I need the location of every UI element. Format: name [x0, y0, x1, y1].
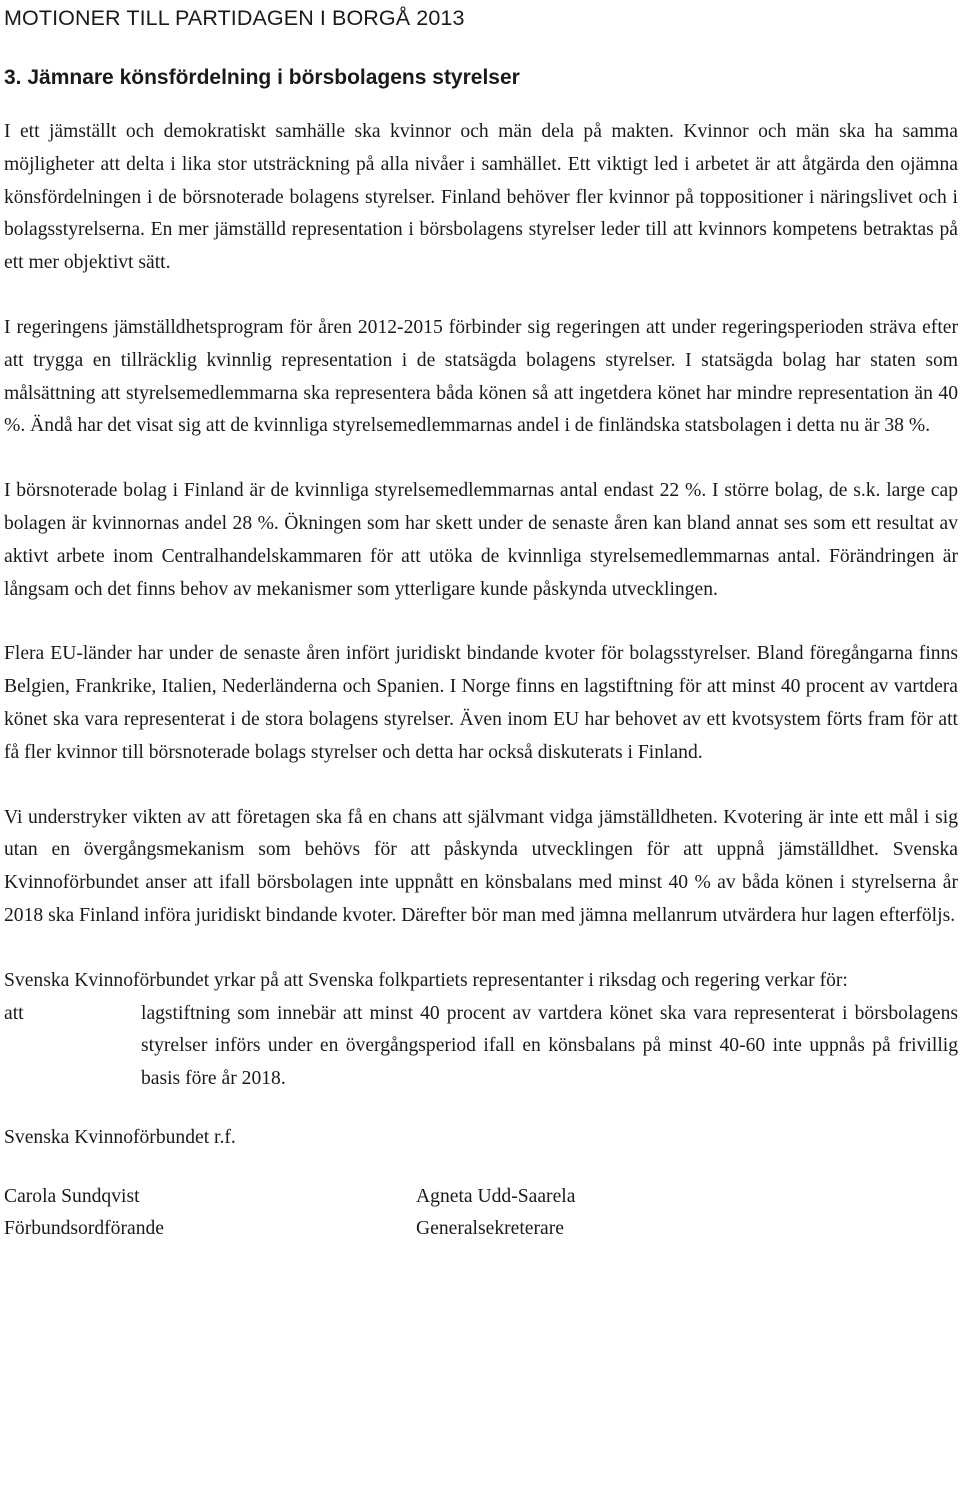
- demand-item: [4, 998, 958, 1096]
- demand-label: att: [4, 1002, 24, 1024]
- signatory-name: Carola Sundqvist: [4, 1185, 140, 1207]
- signatory-name: Agneta Udd-Saarela: [416, 1185, 576, 1207]
- organization-signoff: Svenska Kvinnoförbundet r.f.: [4, 1126, 236, 1148]
- document-header: MOTIONER TILL PARTIDAGEN I BORGÅ 2013: [4, 6, 465, 30]
- motion-title: 3. Jämnare könsfördelning i börsbolagens styrelser: [4, 66, 520, 89]
- paragraph-demand-intro: Svenska Kvinnoförbundet yrkar på att Svenska folkpartiets representanter i riksdag och regering verkar för:: [4, 969, 848, 991]
- paragraph-eu-quotas: Flera EU-länder har under de senaste åren infört juridiskt bindande kvoter för bolagsstyrelser. Bland föregångarna finns Belgien, Frankrike, Italien, Nederländerna och Spanien. I Norge finns en lagstiftning för att minst 40 procent av vartdera könet ska vara representerat i de stora bolagens styrelser. Även inom EU har behovet av ett kvotsystem förts fram för att få fler kvinnor till börsnoterade bolags styrelser och detta har också diskuterats i Finland.: [4, 643, 958, 763]
- demand-text: lagstiftning som innebär att minst 40 procent av vartdera könet ska vara representerat i börsbolagens styrelser införs under en övergångsperiod ifall en könsbalans på minst 40-60 inte uppnås på frivillig basis före år 2018.: [141, 1002, 958, 1090]
- signatory-left: [4, 1181, 416, 1245]
- signatory-role: Generalsekreterare: [416, 1217, 564, 1239]
- signatures: [4, 1181, 958, 1245]
- signatory-role: Förbundsordförande: [4, 1217, 164, 1239]
- paragraph-government-program: I regeringens jämställdhetsprogram för åren 2012-2015 förbinder sig regeringen att under regeringsperioden sträva efter att trygga en tillräcklig kvinnlig representation i de statsägda bolagens styrelser. I statsägda bolag har staten som målsättning att styrelsemedlemmarna ska representera båda könen så att ingetdera könet har mindre representation än 40 %. Ändå har det visat sig att de kvinnliga styrelsemedlemmarnas andel i de finländska statsbolagen i detta nu är 38 %.: [4, 316, 958, 437]
- paragraph-intro: I ett jämställt och demokratiskt samhälle ska kvinnor och män dela på makten. Kvinnor och män ska ha samma möjligheter att delta i lika stor utsträckning på alla nivåer i samhället. Ett viktigt led i arbetet är att åtgärda den ojämna könsfördelningen i de börsnoterade bolagens styrelser. Finland behöver fler kvinnor på toppositioner i näringslivet och i bolagsstyrelserna. En mer jämställd representation i börsbolagens styrelser leder till att kvinnors kompetens betraktas på ett mer objektivt sätt.: [4, 121, 958, 274]
- document-page: [4, 0, 958, 1245]
- signatory-right: [416, 1181, 716, 1245]
- paragraph-quota-position: Vi understryker vikten av att företagen ska få en chans att självmant vidga jämställdheten. Kvotering är inte ett mål i sig utan en övergångsmekanism som behövs för att påskynda utvecklingen för att uppnå jämställdhet. Svenska Kvinnoförbundet anser att ifall börsbolagen inte uppnått en könsbalans med minst 40 % av båda könen i styrelserna år 2018 ska Finland införa juridiskt bindande kvoter. Därefter bör man med jämna mellanrum utvärdera hur lagen efterföljs.: [4, 806, 958, 926]
- paragraph-listed-companies: I börsnoterade bolag i Finland är de kvinnliga styrelsemedlemmarnas antal endast 22 %. I större bolag, de s.k. large cap bolagen är kvinnornas andel 28 %. Ökningen som har skett under de senaste åren kan bland annat ses som ett resultat av aktivt arbete inom Centralhandelskammaren för att utöka de kvinnliga styrelsemedlemmarnas antal. Förändringen är långsam och det finns behov av mekanismer som ytterligare kunde påskynda utvecklingen.: [4, 480, 958, 600]
